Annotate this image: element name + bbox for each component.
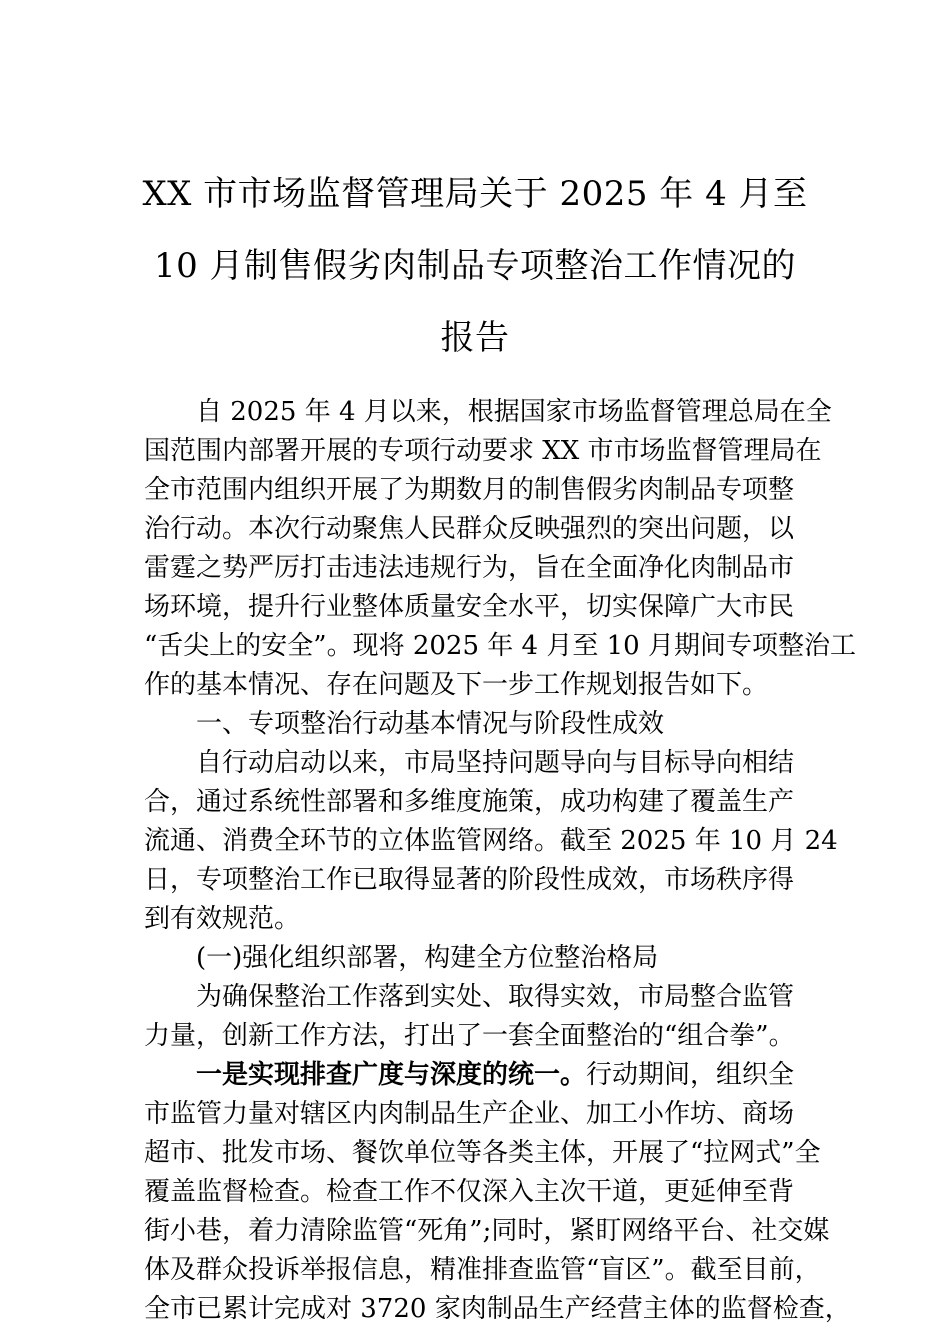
paragraph-line: 超市、批发市场、餐饮单位等各类主体，开展了“拉网式”全 <box>144 1138 821 1168</box>
point-lead-rest: 行动期间，组织全 <box>586 1060 795 1090</box>
paragraph-line: 日，专项整治工作已取得显著的阶段性成效，市场秩序得 <box>144 865 795 895</box>
paragraph-line: 治行动。本次行动聚焦人民群众反映强烈的突出问题，以 <box>144 514 795 544</box>
paragraph-line: 自 2025 年 4 月以来，根据国家市场监督管理总局在全 <box>196 397 832 427</box>
title-line: 10 月制售假劣肉制品专项整治工作情况的 <box>153 246 797 286</box>
paragraph-line: 力量，创新工作方法，打出了一套全面整治的“组合拳”。 <box>144 1021 795 1051</box>
paragraph-line: 街小巷，着力清除监管“死角”;同时，紧盯网络平台、社交媒 <box>144 1216 830 1246</box>
title-line: 报告 <box>440 318 510 358</box>
point-lead-bold: 一是实现排查广度与深度的统一。 <box>196 1060 587 1090</box>
paragraph-line: 雷霆之势严厉打击违法违规行为，旨在全面净化肉制品市 <box>144 553 795 583</box>
paragraph-line: 国范围内部署开展的专项行动要求 XX 市市场监督管理局在 <box>144 436 822 466</box>
paragraph-line: “舌尖上的安全”。现将 2025 年 4 月至 10 月期间专项整治工 <box>144 631 856 661</box>
document-body <box>144 393 856 1329</box>
paragraph-line: 覆盖监督检查。检查工作不仅深入主次干道，更延伸至背 <box>144 1177 795 1207</box>
subsection-heading: (一)强化组织部署，构建全方位整治格局 <box>196 943 659 973</box>
paragraph-line: 体及群众投诉举报信息，精准排查监管“盲区”。截至目前， <box>144 1255 821 1285</box>
document-title <box>120 158 830 374</box>
paragraph-line <box>144 1056 809 1095</box>
paragraph-line: 场环境，提升行业整体质量安全水平，切实保障广大市民 <box>144 592 795 622</box>
paragraph-line: 流通、消费全环节的立体监管网络。截至 2025 年 10 月 24 <box>144 826 838 856</box>
paragraph-line: 自行动启动以来，市局坚持问题导向与目标导向相结 <box>196 748 795 778</box>
paragraph-line: 到有效规范。 <box>144 904 301 934</box>
paragraph-line: 合，通过系统性部署和多维度施策，成功构建了覆盖生产 <box>144 787 795 817</box>
paragraph-line: 作的基本情况、存在问题及下一步工作规划报告如下。 <box>144 670 769 700</box>
title-line: XX 市市场监督管理局关于 2025 年 4 月至 <box>142 174 808 214</box>
section-heading: 一、专项整治行动基本情况与阶段性成效 <box>196 709 665 739</box>
paragraph-line: 市监管力量对辖区内肉制品生产企业、加工小作坊、商场 <box>144 1099 795 1129</box>
paragraph-line: 全市范围内组织开展了为期数月的制售假劣肉制品专项整 <box>144 475 795 505</box>
paragraph-line: 为确保整治工作落到实处、取得实效，市局整合监管 <box>196 982 795 1012</box>
paragraph-line: 全市已累计完成对 3720 家肉制品生产经营主体的监督检查， <box>144 1294 851 1324</box>
